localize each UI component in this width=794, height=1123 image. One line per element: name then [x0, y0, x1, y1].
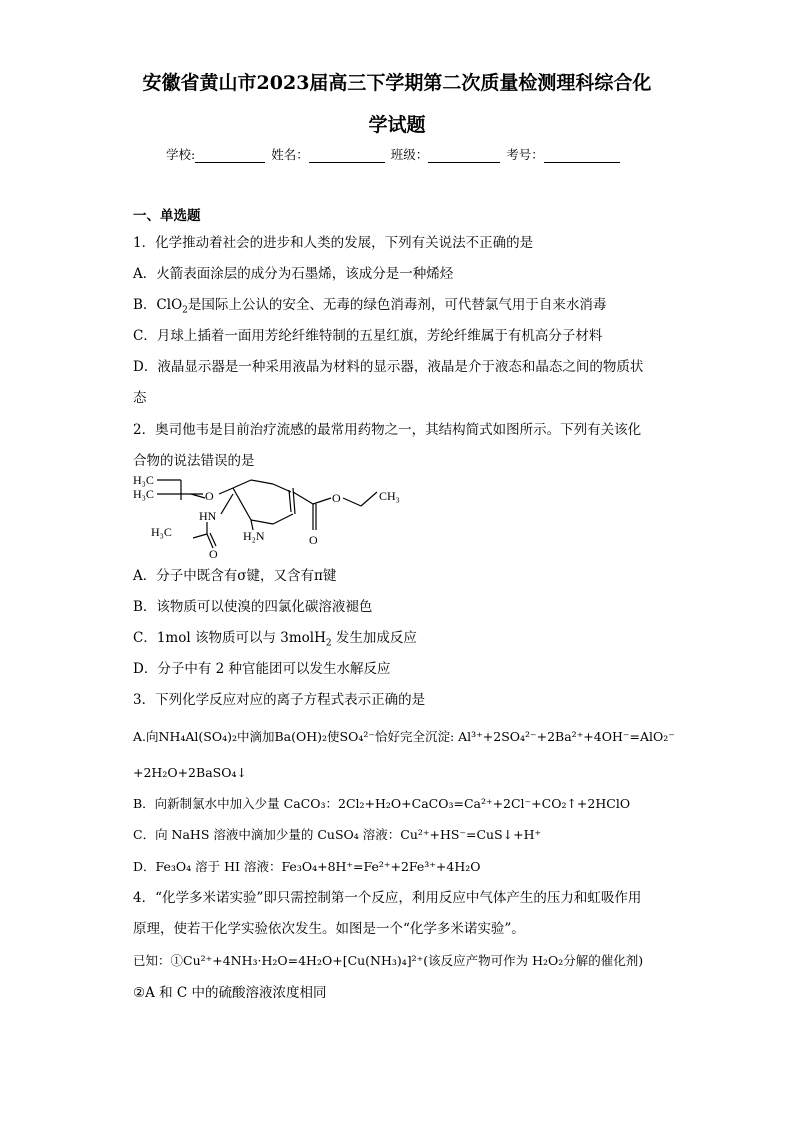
q3-option-c: C．向 NaHS 溶液中滴加少量的 CuSO₄ 溶液：Cu²⁺+HS⁻=CuS↓+H⁺	[133, 827, 542, 842]
paper-title-line1: 安徽省黄山市2023届高三下学期第二次质量检测理科综合化	[142, 72, 652, 94]
class-field[interactable]	[428, 149, 500, 163]
q1-option-b: B．ClO$_2$是国际上公认的安全、无毒的绿色消毒剂，可代替氯气用于自来水消毒	[133, 297, 607, 316]
oseltamivir-structure-figure	[133, 470, 423, 560]
q3-option-d: D．Fe₃O₄ 溶于 HI 溶液：Fe₃O₄+8H⁺=Fe²⁺+2Fe³⁺+4H₂O	[133, 859, 481, 874]
q3-option-b: B．向新制氯水中加入少量 CaCO₃：2Cl₂+H₂O+CaCO₃=Ca²⁺+2Cl⁻+CO₂↑+2HClO	[133, 796, 631, 811]
number-label: 考号：	[506, 147, 544, 162]
q1-stem: 1．化学推动着社会的进步和人类的发展，下列有关说法不正确的是	[133, 235, 534, 251]
class-label: 班级：	[390, 147, 429, 162]
carbonyl-oxygen-label: O	[309, 533, 318, 547]
ester-oxygen-label: O	[332, 491, 341, 505]
student-info-fields	[166, 145, 622, 163]
school-field[interactable]	[195, 149, 265, 163]
h3c-middle-label: H₃C	[133, 487, 154, 501]
section-heading: 一、单选题	[133, 208, 201, 224]
h3c-top-label: H₃C	[133, 473, 154, 487]
q4-stem-line1: 4．“化学多米诺实验”即只需控制第一个反应，利用反应中气体产生的压力和虹吸作用	[133, 890, 642, 906]
paper-title-line2: 学试题	[368, 114, 426, 136]
q1-option-c: C．月球上插着一面用芳纶纤维特制的五星红旗，芳纶纤维属于有机高分子材料	[133, 328, 603, 344]
q1-option-d-line2: 态	[133, 390, 147, 406]
q4-known-1: 已知：①Cu²⁺+4NH₃·H₂O=4H₂O+[Cu(NH₃)₄]²⁺(该反应产物可作为 H₂O₂分解的催化剂)	[133, 953, 644, 968]
ethyl-ch3-label: CH₃	[379, 489, 400, 503]
q3-stem: 3．下列化学反应对应的离子方程式表示正确的是	[133, 692, 426, 708]
q1-option-d-line1: D．液晶显示器是一种采用液晶为材料的显示器，液晶是介于液态和晶态之间的物质状	[133, 359, 644, 375]
number-field[interactable]	[544, 149, 620, 163]
q2-option-b: B．该物质可以使溴的四氯化碳溶液褪色	[133, 599, 373, 615]
amide-nh-label: HN	[199, 509, 217, 523]
q2-option-c: C．1mol 该物质可以与 3molH$_2$ 发生加成反应	[133, 630, 417, 649]
q2-stem-line2: 合物的说法错误的是	[133, 453, 255, 469]
amide-oxygen-label: O	[209, 547, 218, 560]
q2-stem-line1: 2．奥司他韦是目前治疗流感的最常用药物之一，其结构简式如图所示。下列有关该化	[133, 422, 642, 438]
school-label: 学校:	[166, 147, 196, 162]
acetyl-h3c-label: H₃C	[151, 525, 172, 539]
q3-option-a-line2: +2H₂O+2BaSO₄↓	[133, 765, 247, 780]
q1-option-a: A．火箭表面涂层的成分为石墨烯，该成分是一种烯烃	[133, 266, 454, 282]
name-label: 姓名：	[271, 147, 309, 162]
q4-known-2: ②A 和 C 中的硫酸溶液浓度相同	[133, 985, 327, 1001]
q3-option-a-line1: A.向NH₄Al(SO₄)₂中滴加Ba(OH)₂使SO₄²⁻恰好完全沉淀: Al³⁺+2SO₄²⁻+2Ba²⁺+4OH⁻=AlO₂⁻	[133, 729, 675, 744]
name-field[interactable]	[309, 149, 385, 163]
q2-option-a: A．分子中既含有σ键，又含有π键	[133, 568, 337, 584]
q2-option-d: D．分子中有 2 种官能团可以发生水解反应	[133, 661, 391, 677]
amine-h2n-label: H₂N	[243, 529, 265, 543]
q4-stem-line2: 原理，使若干化学实验依次发生。如图是一个“化学多米诺实验”。	[133, 921, 525, 937]
ether-oxygen-label: O	[205, 489, 214, 503]
